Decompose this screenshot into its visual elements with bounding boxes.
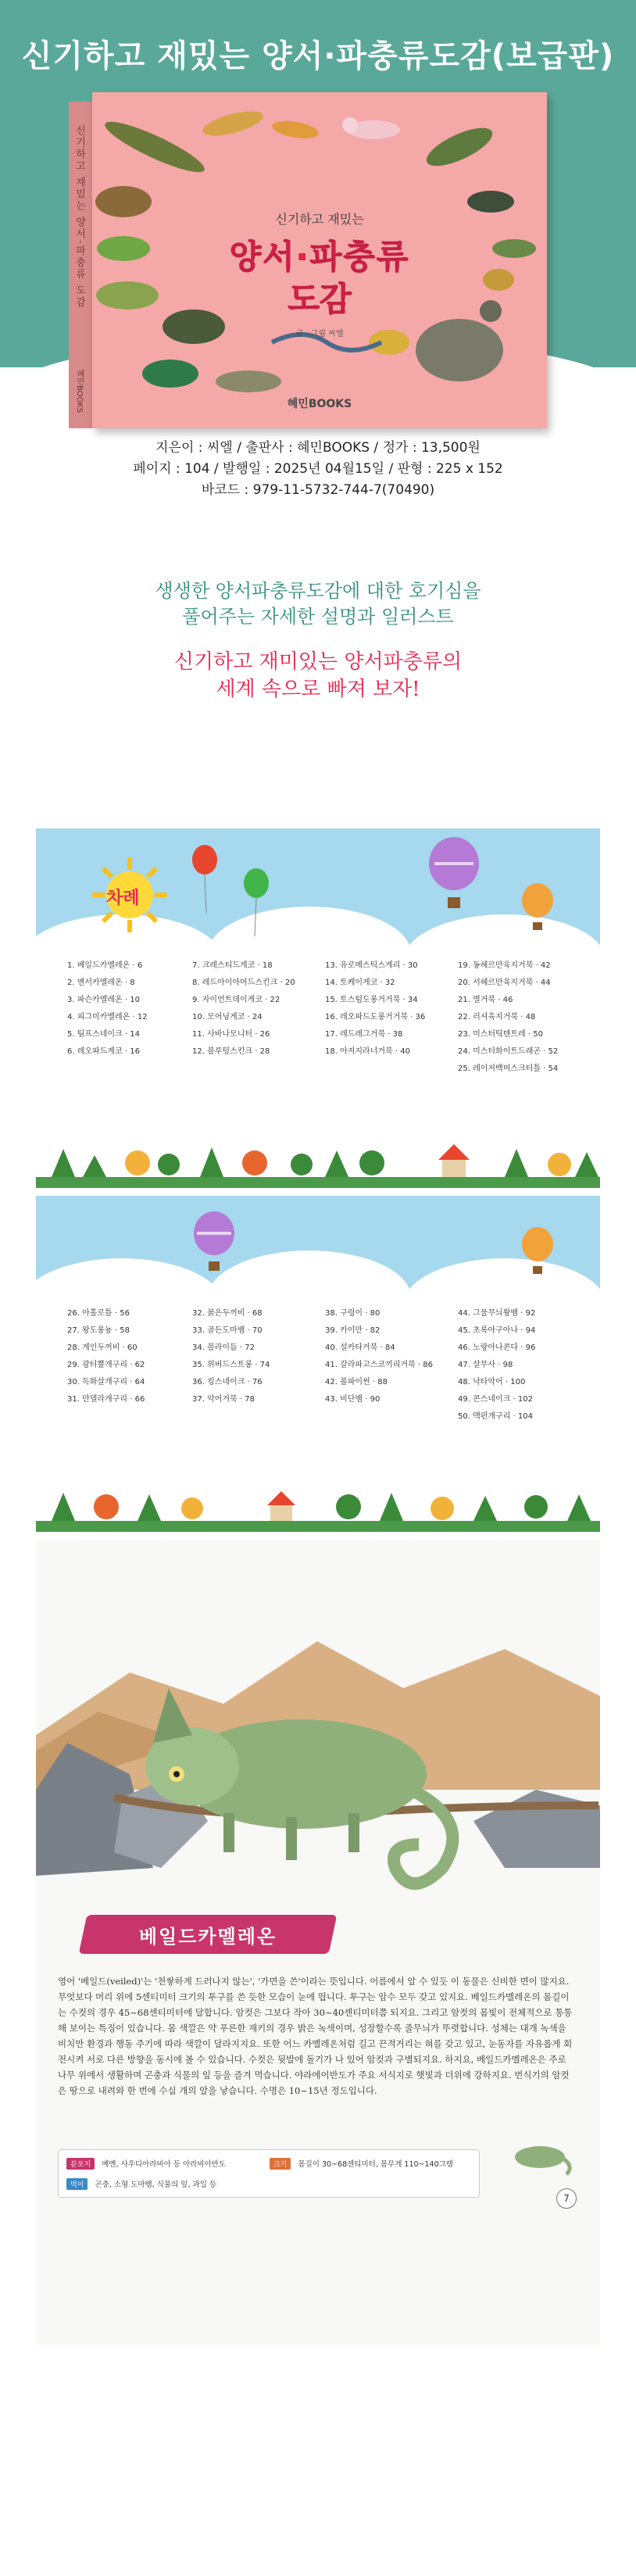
toc-entry[interactable]: 22. 러셔육지거북 · 48 (458, 1013, 536, 1021)
page-title: 신기하고 재밌는 양서·파충류도감(보급판) (21, 38, 615, 74)
page-number: 7 (556, 2188, 577, 2209)
toc-entry[interactable]: 26. 아홀로틀 · 56 (67, 1309, 130, 1318)
toc-entry[interactable]: 14. 토케이게코 · 32 (325, 979, 395, 987)
cover-title-line1: 양서·파충류 (229, 238, 410, 276)
intro-line4: 세계 속으로 빠져 보자! (216, 678, 420, 701)
toc-entry[interactable]: 10. 모어닝게코 · 24 (192, 1013, 263, 1021)
toc-entry[interactable]: 50. 맥펀개구리 · 104 (458, 1412, 534, 1421)
toc-entry[interactable]: 34. 블라이듬 · 72 (192, 1343, 255, 1352)
toc-entry[interactable]: 25. 레이저백머스크터틀 · 54 (458, 1064, 559, 1073)
intro-line2: 풀어주는 자세한 설명과 일러스트 (182, 606, 454, 628)
article-title-banner (83, 1915, 333, 1954)
cover-author: 글 · 그림 씨엘 (295, 330, 344, 338)
gecko-illustration (200, 106, 320, 141)
fact-food (66, 2178, 216, 2190)
toc-entry[interactable]: 30. 독화살개구리 · 64 (67, 1378, 145, 1386)
toc-column (458, 1305, 535, 1426)
toc-entry[interactable]: 5. 팀프스네이크 · 14 (67, 1030, 140, 1039)
toc-entry[interactable]: 24. 미스터화이트드래곤 · 52 (458, 1047, 559, 1056)
axolotl-illustration (342, 117, 400, 139)
intro-text-teal (0, 578, 636, 630)
toc-entry[interactable]: 32. 붉은두꺼비 · 68 (192, 1309, 263, 1318)
chameleon-illustration (36, 1540, 600, 1907)
toc-entry[interactable]: 39. 카이만 · 82 (325, 1326, 381, 1335)
intro-section (0, 578, 636, 828)
tree-row-illustration (36, 1477, 600, 1532)
balloon-icon (189, 844, 220, 914)
toc-entry[interactable]: 48. 낙타악어 · 100 (458, 1378, 526, 1386)
toc-entry[interactable]: 49. 콘스네이크 · 102 (458, 1395, 534, 1404)
contents-page-1 (36, 828, 600, 1188)
hot-air-balloon-icon (192, 1211, 236, 1282)
fact-value-food: 곤충, 소형 도마뱀, 식물의 잎, 과일 등 (95, 2181, 217, 2189)
fact-tag-distribution: 분포지 (66, 2158, 95, 2170)
toc-entry[interactable]: 28. 게인두꺼비 · 60 (67, 1343, 138, 1352)
toc-entry[interactable]: 27. 왕도롱뇽 · 58 (67, 1326, 130, 1335)
article-page (36, 1540, 600, 2345)
toc-entry[interactable]: 29. 광터뿔개구리 · 62 (67, 1361, 145, 1369)
toc-entry[interactable]: 44. 그물무늬왕뱀 · 92 (458, 1309, 536, 1318)
toc-entry[interactable]: 8. 레드아이아머드스킨크 · 20 (192, 979, 295, 987)
fact-tag-size: 크기 (270, 2158, 291, 2170)
toc-entry[interactable]: 47. 살무사 · 98 (458, 1361, 513, 1369)
toc-entry[interactable]: 1. 베일드카멜레온 · 6 (67, 961, 143, 970)
book-info-line3: 바코드 : 979-11-5732-744-7(70490) (201, 482, 435, 498)
cover-title-line2: 도감 (288, 280, 352, 318)
intro-line3: 신기하고 재미있는 양서파충류의 (173, 650, 463, 674)
contents-page-2 (36, 1196, 600, 1532)
intro-line1: 생생한 양서파충류도감에 대한 호기심을 (155, 580, 481, 602)
toc-entry[interactable]: 36. 킹스네이크 · 76 (192, 1378, 263, 1386)
hero-section (0, 0, 636, 578)
toc-entry[interactable]: 45. 초록아구아나 · 94 (458, 1326, 536, 1335)
toc-entry[interactable]: 43. 비단뱀 · 90 (325, 1395, 381, 1404)
fact-distribution (66, 2158, 226, 2170)
fact-tag-food: 먹이 (66, 2178, 88, 2190)
toc-entry[interactable]: 20. 서헤르만육지거북 · 44 (458, 979, 551, 987)
toc-entry[interactable]: 7. 크레스티드게코 · 18 (192, 961, 273, 970)
toc-entry[interactable]: 13. 유로메스틱스게리 · 30 (325, 961, 418, 970)
toc-entry[interactable]: 42. 볼파이썬 · 88 (325, 1378, 388, 1386)
fact-size (270, 2158, 453, 2170)
toc-column (67, 957, 148, 1061)
toc-column (325, 957, 425, 1061)
book-cover (69, 92, 547, 428)
book-info-line2: 페이지 : 104 / 발행일 : 2025년 04월15일 / 판형 : 225 x 152 (133, 461, 503, 477)
contents-label: 차례 (106, 889, 140, 908)
balloon-icon (241, 868, 272, 938)
toc-column (458, 957, 558, 1078)
toc-entry[interactable]: 31. 만델라개구리 · 66 (67, 1395, 145, 1404)
book-info-line1: 지은이 : 씨엘 / 출판사 : 혜민BOOKS / 정가 : 13,500원 (155, 440, 481, 456)
crocodile-illustration (95, 114, 209, 217)
toc-entry[interactable]: 15. 토스텀도롱거거북 · 34 (325, 996, 418, 1004)
toc-entry[interactable]: 3. 파슨카멜레온 · 10 (67, 996, 140, 1004)
toc-entry[interactable]: 37. 악어거북 · 78 (192, 1395, 255, 1404)
spine-title: 신기하고 재밌는 양서·파충류 도감 (73, 125, 85, 309)
spine-publisher: 혜민BOOKS (75, 369, 84, 413)
toc-entry[interactable]: 35. 위버드스트롱 · 74 (192, 1361, 270, 1369)
article-title: 베일드카멜레온 (138, 1926, 277, 1948)
toc-entry[interactable]: 21. 별거북 · 46 (458, 996, 513, 1004)
fact-value-distribution: 예멘, 사우디아라비아 등 아라비아반도 (102, 2160, 227, 2169)
toc-entry[interactable]: 11. 사바나모니터 · 26 (192, 1030, 270, 1039)
toc-entry[interactable]: 41. 갈라파고스코끼리거북 · 86 (325, 1361, 433, 1369)
toc-column (325, 1305, 433, 1408)
cover-subtitle: 신기하고 재밌는 (275, 212, 364, 227)
hot-air-balloon-icon (520, 883, 555, 938)
toc-entry[interactable]: 40. 설카타거북 · 84 (325, 1343, 395, 1352)
hot-air-balloon-icon (427, 836, 481, 922)
toc-entry[interactable]: 4. 피그미카멜레온 · 12 (67, 1013, 148, 1021)
toc-entry[interactable]: 9. 자이언트데이게코 · 22 (192, 996, 280, 1004)
toc-entry[interactable]: 46. 노랑아나콘다 · 96 (458, 1343, 536, 1352)
toc-entry[interactable]: 12. 블루텅스킨크 · 28 (192, 1047, 270, 1056)
toc-column (192, 1305, 270, 1408)
book-info (0, 438, 636, 501)
cover-publisher: 혜민BOOKS (287, 398, 352, 410)
toc-entry[interactable]: 33. 골든도마뱀 · 70 (192, 1326, 263, 1335)
small-chameleon-illustration (505, 2134, 575, 2181)
book-spine (69, 102, 92, 428)
toc-entry[interactable]: 23. 미스터틱텐트레 · 50 (458, 1030, 543, 1039)
fact-value-size: 몸길이 30~68센티미터, 몸무게 110~140그램 (298, 2160, 453, 2169)
toc-column (67, 1305, 145, 1408)
intro-text-red (0, 649, 636, 703)
toc-entry[interactable]: 18. 아저지라너거북 · 40 (325, 1047, 410, 1056)
turtle-illustration (142, 309, 281, 392)
article-body: 영어 '베일드(veiled)'는 '천쌓하게 드러나지 않는', '가면을 쓴'이라는 뜻입니다. 어름에서 알 수 있듯 이 동물은 신비한 면이 많지요. 무엇보다 머리 위에 5센티미터 크기의 투구를 쓴 듯한 모습이 눈에 띕니다. 투구는 암수 모두 갖고 있지요. 베일드카멜레온의 몸길이는 수컷의 경우 45~68센티미터에 달합니다. 암컷은 그보다 작아 30~40센티미터쯤 되지요. 그리고 암컷의 몸빛이 전체적으로 통통해 보이는 특징이 있습니다. 몸 색깔은 약 푸른한 재키의 경우 밝은 녹색이며, 성장할수록 줄무늬가 뚜렷합니다. 성체는 대개 녹색을 비치만 환경과 행동 주기에 따라 색깔이 달라지지요. 또한 어느 카멜레온처럼 길고 끈적거리는 혀를 갖고 있고, 눈동자를 자유롭게 회전시켜 서로 다른 방향을 동시에 볼 수 있습니다. 수컷은 뒷발에 돌기가 나 있어 암컷과 구별되지요. 하지요, 베일드카멜레온은 주로 나무 위에서 생활하며 곤충과 식물의 잎 등을 즐겨 먹습니다. 야라에이반도가 주요 서식지로 햇빛과 더위에 강하지요. 번식기의 암컷은 땅으로 내려와 한 번에 수십 개의 알을 낳습니다. 수명은 10~15년 정도입니다. (58, 1976, 573, 2096)
fact-box (58, 2149, 480, 2198)
book-front (92, 92, 547, 428)
toc-entry[interactable]: 19. 동헤르만육지거북 · 42 (458, 961, 551, 970)
toc-column (192, 957, 295, 1061)
tree-row-illustration (36, 1133, 600, 1188)
toc-entry[interactable]: 6. 레오파드게코 · 16 (67, 1047, 140, 1056)
toc-entry[interactable]: 38. 구렁이 · 80 (325, 1309, 381, 1318)
toc-entry[interactable]: 2. 멘서카멜레온 · 8 (67, 979, 135, 987)
toc-entry[interactable]: 17. 레드레그거북 · 38 (325, 1030, 403, 1039)
toc-entry[interactable]: 16. 레오파드도롱거거북 · 36 (325, 1013, 426, 1021)
hot-air-balloon-icon (520, 1227, 555, 1282)
